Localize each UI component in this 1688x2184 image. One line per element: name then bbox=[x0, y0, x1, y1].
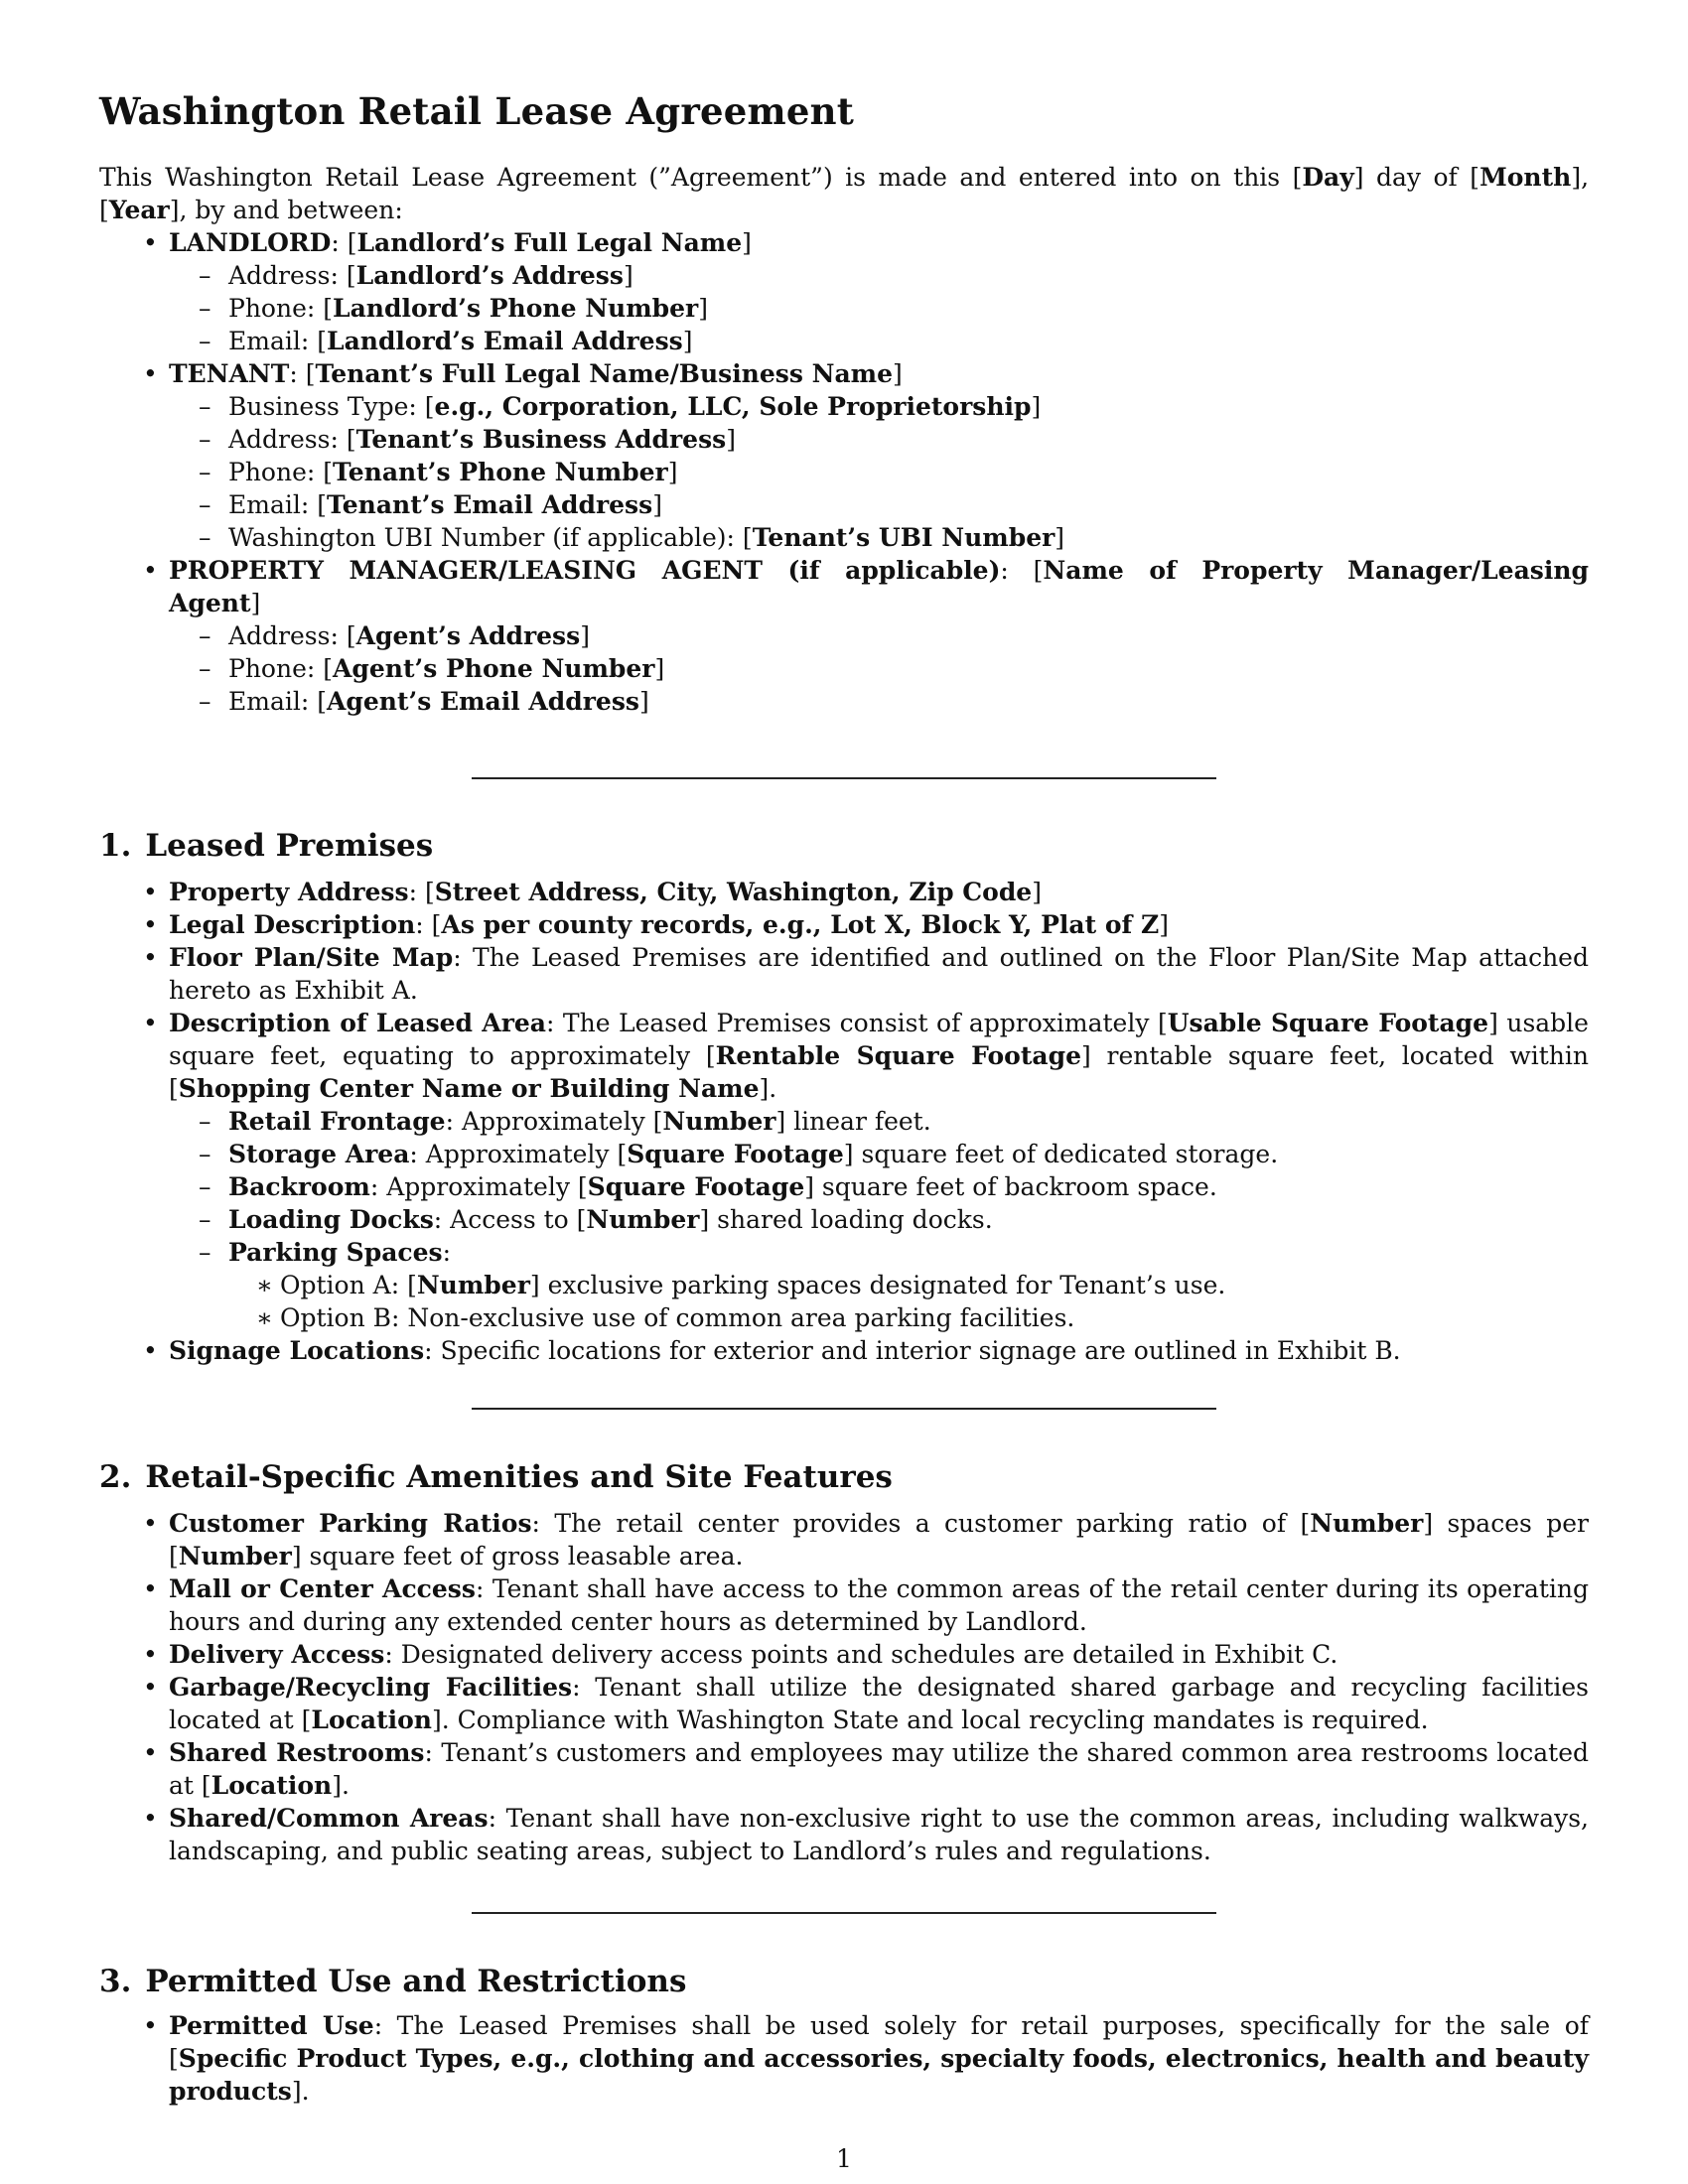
signage-locations-item: • Signage Locations: Specific locations for exterior and interior signage are outlined in Exhibit B. bbox=[99, 1334, 1589, 1367]
landlord-email: – Email: [Landlord’s Email Address] bbox=[99, 325, 1589, 357]
tenant-address: – Address: [Tenant’s Business Address] bbox=[99, 423, 1589, 456]
divider-2 bbox=[99, 1408, 1589, 1410]
agent-phone: – Phone: [Agent’s Phone Number] bbox=[99, 652, 1589, 685]
legal-description-item: • Legal Description: [As per county records, e.g., Lot X, Block Y, Plat of Z] bbox=[99, 908, 1589, 941]
section-3 bbox=[99, 1962, 1589, 2108]
section-3-heading: 3. Permitted Use and Restrictions bbox=[99, 1964, 687, 1999]
floor-plan-item: • Floor Plan/Site Map: The Leased Premises are identified and outlined on the Floor Plan/Site Map attached hereto as Exhibit A. bbox=[99, 941, 1589, 1007]
backroom-item: – Backroom: Approximately [Square Footage] square feet of backroom space. bbox=[99, 1170, 1589, 1203]
tenant-phone: – Phone: [Tenant’s Phone Number] bbox=[99, 456, 1589, 488]
divider-1 bbox=[99, 777, 1589, 779]
party-tenant: • TENANT: [Tenant’s Full Legal Name/Business Name] bbox=[99, 357, 1589, 390]
shared-restrooms-item: • Shared Restrooms: Tenant’s customers and employees may utilize the shared common area restrooms located at [Location]. bbox=[99, 1736, 1589, 1802]
garbage-recycling-item: • Garbage/Recycling Facilities: Tenant shall utilize the designated shared garbage and recycling facilities located at [Location]. Compliance with Washington State and local recycling mandates is required. bbox=[99, 1671, 1589, 1736]
section-1-heading: 1. Leased Premises bbox=[99, 828, 434, 864]
section-3-list bbox=[99, 2009, 1589, 2108]
section-2 bbox=[99, 1457, 1589, 1867]
party-landlord: • LANDLORD: [Landlord’s Full Legal Name] bbox=[99, 226, 1589, 259]
agent-email: – Email: [Agent’s Email Address] bbox=[99, 685, 1589, 718]
divider-3 bbox=[99, 1912, 1589, 1914]
tenant-ubi: – Washington UBI Number (if applicable): [Tenant’s UBI Number] bbox=[99, 521, 1589, 554]
loading-docks-item: – Loading Docks: Access to [Number] shared loading docks. bbox=[99, 1203, 1589, 1236]
parties-list bbox=[99, 226, 1589, 718]
retail-frontage-item: – Retail Frontage: Approximately [Number] linear feet. bbox=[99, 1105, 1589, 1138]
mall-access-item: • Mall or Center Access: Tenant shall have access to the common areas of the retail center during its operating hours and during any extended center hours as determined by Landlord. bbox=[99, 1572, 1589, 1638]
landlord-address: – Address: [Landlord’s Address] bbox=[99, 259, 1589, 292]
leased-area-item: • Description of Leased Area: The Leased Premises consist of approximately [Usable Square Footage] usable square feet, equating to approximately [Rentable Square Footage] rentable square feet, located within [Shopping Center Name or Building Name]. bbox=[99, 1007, 1589, 1105]
agent-address: – Address: [Agent’s Address] bbox=[99, 619, 1589, 652]
tenant-business-type: – Business Type: [e.g., Corporation, LLC, Sole Proprietorship] bbox=[99, 390, 1589, 423]
tenant-email: – Email: [Tenant’s Email Address] bbox=[99, 488, 1589, 521]
section-1 bbox=[99, 826, 1589, 1367]
storage-area-item: – Storage Area: Approximately [Square Footage] square feet of dedicated storage. bbox=[99, 1138, 1589, 1170]
document-title: Washington Retail Lease Agreement bbox=[99, 89, 854, 133]
permitted-use-item: • Permitted Use: The Leased Premises shall be used solely for retail purposes, specifically for the sale of [Specific Product Types, e.g., clothing and accessories, specialty foods, electronics, health and beauty products]. bbox=[99, 2009, 1589, 2108]
section-1-list bbox=[99, 876, 1589, 1367]
section-2-list bbox=[99, 1507, 1589, 1867]
party-agent: • PROPERTY MANAGER/LEASING AGENT (if applicable): [Name of Property Manager/Leasing Agent] bbox=[99, 554, 1589, 619]
page-number: 1 bbox=[836, 2144, 852, 2173]
parking-spaces-item: – Parking Spaces: bbox=[99, 1236, 1589, 1269]
customer-parking-item: • Customer Parking Ratios: The retail center provides a customer parking ratio of [Number] spaces per [Number] square feet of gross leasable area. bbox=[99, 1507, 1589, 1572]
parking-option-a: ∗ Option A: [Number] exclusive parking spaces designated for Tenant’s use. bbox=[99, 1269, 1589, 1301]
landlord-phone: – Phone: [Landlord’s Phone Number] bbox=[99, 292, 1589, 325]
section-2-heading: 2. Retail-Specific Amenities and Site Features bbox=[99, 1459, 893, 1495]
parking-option-b: ∗ Option B: Non-exclusive use of common area parking facilities. bbox=[99, 1301, 1589, 1334]
delivery-access-item: • Delivery Access: Designated delivery access points and schedules are detailed in Exhibit C. bbox=[99, 1638, 1589, 1671]
intro-block bbox=[99, 161, 1589, 718]
property-address-item: • Property Address: [Street Address, City, Washington, Zip Code] bbox=[99, 876, 1589, 908]
common-areas-item: • Shared/Common Areas: Tenant shall have non-exclusive right to use the common areas, including walkways, landscaping, and public seating areas, subject to Landlord’s rules and regulations. bbox=[99, 1802, 1589, 1867]
intro-paragraph: This Washington Retail Lease Agreement (”Agreement”) is made and entered into on this [Day] day of [Month], [Year], by and between: bbox=[99, 163, 1590, 224]
